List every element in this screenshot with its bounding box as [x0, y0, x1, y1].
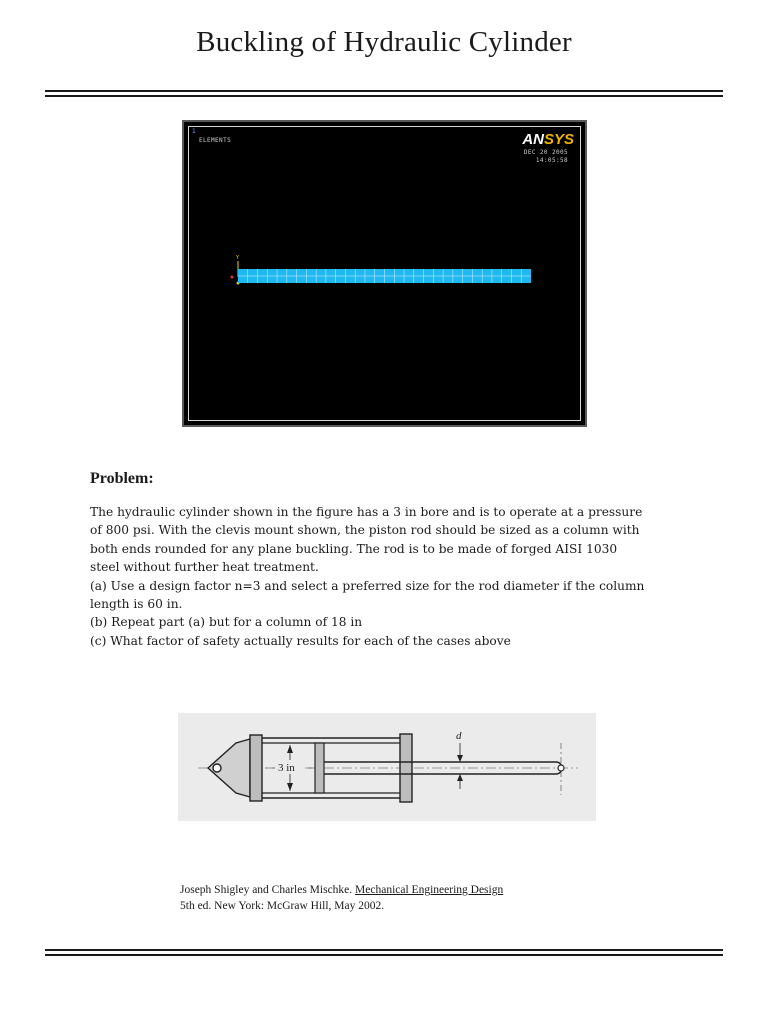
page-title: Buckling of Hydraulic Cylinder — [196, 26, 572, 58]
header-divider-top — [45, 90, 723, 92]
reference-citation — [180, 882, 503, 914]
problem-line: (c) What factor of safety actually results for each of the cases above — [90, 633, 511, 648]
problem-line: steel without further heat treatment. — [90, 560, 319, 575]
problem-line: (a) Use a design factor n=3 and select a preferred size for the rod diameter if the column — [90, 578, 645, 593]
problem-line: of 800 psi. With the clevis mount shown, the piston rod should be sized as a column with — [90, 523, 640, 538]
footer-divider-bottom — [45, 954, 723, 956]
ansys-plot-label: ELEMENTS — [199, 137, 232, 144]
problem-line: (b) Repeat part (a) but for a column of 18 in — [90, 615, 363, 630]
ansys-date: DEC 20 2005 — [523, 149, 568, 156]
axis-y-label: Y — [236, 255, 240, 261]
citation-book-title: Mechanical Engineering Design — [355, 884, 504, 896]
cylinder-sketch — [178, 713, 596, 821]
problem-line: length is 60 in. — [90, 597, 183, 612]
ansys-screenshot — [182, 120, 587, 427]
bore-dimension-label: 3 in — [278, 762, 295, 774]
header-divider-bottom — [45, 95, 723, 97]
ansys-window-index: 1 — [192, 128, 196, 135]
rod-diameter-label: d — [456, 730, 462, 742]
beam-model — [189, 127, 584, 424]
footer-divider-top — [45, 949, 723, 951]
problem-heading: Problem: — [90, 470, 154, 487]
ansys-time: 14:05:58 — [535, 157, 568, 164]
ansys-viewport — [188, 126, 581, 421]
citation-line-1 — [180, 882, 503, 898]
hydraulic-cylinder-drawing — [178, 713, 596, 821]
citation-publication: 5th ed. New York: McGraw Hill, May 2002. — [180, 900, 385, 912]
problem-line: The hydraulic cylinder shown in the figure has a 3 in bore and is to operate at a pressure — [90, 505, 643, 519]
problem-statement — [90, 503, 690, 650]
ansys-logo: ANSYS — [522, 131, 574, 148]
problem-line: both ends rounded for any plane buckling. The rod is to be made of forged AISI 1030 — [90, 541, 618, 556]
citation-authors: Joseph Shigley and Charles Mischke. — [180, 884, 356, 896]
